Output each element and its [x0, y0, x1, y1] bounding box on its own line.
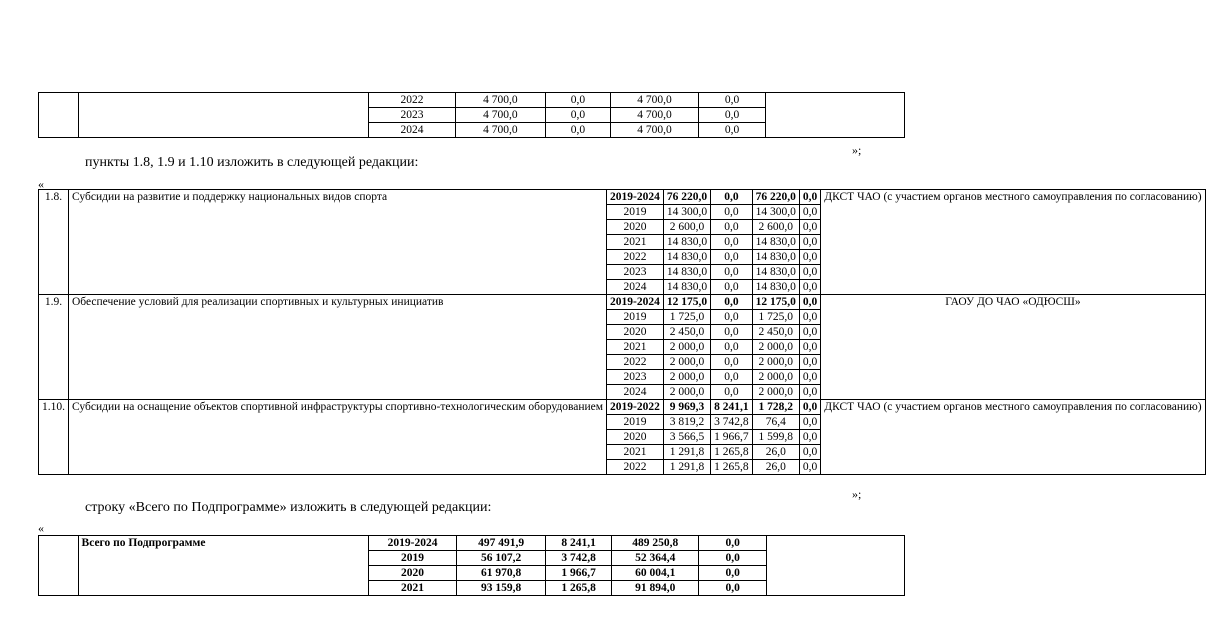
- other-cell: 0,0: [799, 415, 820, 430]
- period-cell: 2022: [368, 93, 455, 108]
- district-cell: 0,0: [711, 265, 753, 280]
- regional-cell: 1 725,0: [752, 310, 799, 325]
- number-cell: [39, 93, 79, 138]
- regional-cell: 2 000,0: [752, 340, 799, 355]
- other-cell: 0,0: [699, 551, 766, 566]
- total-table: [38, 535, 905, 596]
- regional-cell: 14 300,0: [752, 205, 799, 220]
- district-cell: 0,0: [711, 325, 753, 340]
- total-cell: 4 700,0: [456, 108, 546, 123]
- other-cell: 0,0: [799, 430, 820, 445]
- total-title: Всего по Подпрограмме: [78, 536, 369, 596]
- total-cell: 3 819,2: [663, 415, 710, 430]
- district-cell: 0,0: [711, 250, 753, 265]
- instruction-text: строку «Всего по Подпрограмме» изложить в следующей редакции:: [85, 500, 492, 515]
- district-cell: 0,0: [711, 385, 753, 400]
- period-cell: 2023: [607, 265, 664, 280]
- total-cell: 1 291,8: [663, 445, 710, 460]
- item-title: Обеспечение условий для реализации спортивных и культурных инициатив: [69, 295, 607, 400]
- total-cell: 14 830,0: [663, 250, 710, 265]
- period-cell: 2021: [607, 235, 664, 250]
- period-cell: 2021: [607, 445, 664, 460]
- other-cell: 0,0: [799, 310, 820, 325]
- instruction-text: пункты 1.8, 1.9 и 1.10 изложить в следующей редакции:: [85, 155, 419, 170]
- regional-cell: 60 004,1: [611, 566, 699, 581]
- period-cell: 2020: [607, 220, 664, 235]
- total-cell: 76 220,0: [663, 190, 710, 205]
- period-cell: 2022: [607, 460, 664, 475]
- district-cell: 1 966,7: [711, 430, 753, 445]
- regional-cell: 1 728,2: [752, 400, 799, 415]
- number-cell: [39, 536, 79, 596]
- other-cell: 0,0: [698, 93, 766, 108]
- other-cell: 0,0: [699, 536, 766, 551]
- district-cell: 0,0: [711, 370, 753, 385]
- total-cell: 61 970,8: [456, 566, 545, 581]
- table-row: [39, 190, 1206, 205]
- total-cell: 1 291,8: [663, 460, 710, 475]
- district-cell: 1 966,7: [546, 566, 612, 581]
- total-cell: 4 700,0: [456, 123, 546, 138]
- item-number: 1.8.: [39, 190, 69, 295]
- regional-cell: 14 830,0: [752, 280, 799, 295]
- period-cell: 2022: [607, 250, 664, 265]
- total-cell: 2 000,0: [663, 340, 710, 355]
- period-cell: 2019-2022: [607, 400, 664, 415]
- total-cell: 2 600,0: [663, 220, 710, 235]
- regional-cell: 4 700,0: [611, 93, 699, 108]
- district-cell: 8 241,1: [711, 400, 753, 415]
- regional-cell: 14 830,0: [752, 250, 799, 265]
- district-cell: 0,0: [711, 220, 753, 235]
- title-cell: [78, 93, 368, 138]
- period-cell: 2023: [368, 108, 455, 123]
- other-cell: 0,0: [799, 370, 820, 385]
- other-cell: 0,0: [799, 355, 820, 370]
- regional-cell: 2 450,0: [752, 325, 799, 340]
- close-quote: »;: [852, 487, 862, 501]
- regional-cell: 91 894,0: [611, 581, 699, 596]
- regional-cell: 4 700,0: [611, 108, 699, 123]
- total-cell: 93 159,8: [456, 581, 545, 596]
- period-cell: 2022: [607, 355, 664, 370]
- executor-cell: [766, 536, 904, 596]
- item-executor: ДКСТ ЧАО (с участием органов местного самоуправления по согласованию): [821, 400, 1205, 475]
- district-cell: 0,0: [711, 280, 753, 295]
- item-number: 1.10.: [39, 400, 69, 475]
- period-cell: 2019: [607, 415, 664, 430]
- regional-cell: 14 830,0: [752, 235, 799, 250]
- period-cell: 2019-2024: [607, 295, 664, 310]
- item-title: Субсидии на развитие и поддержку национальных видов спорта: [69, 190, 607, 295]
- period-cell: 2019: [369, 551, 457, 566]
- regional-cell: 489 250,8: [611, 536, 699, 551]
- total-cell: 497 491,9: [456, 536, 545, 551]
- period-cell: 2019: [607, 310, 664, 325]
- regional-cell: 2 000,0: [752, 370, 799, 385]
- period-cell: 2020: [607, 325, 664, 340]
- district-cell: 3 742,8: [711, 415, 753, 430]
- other-cell: 0,0: [799, 205, 820, 220]
- district-cell: 1 265,8: [546, 581, 612, 596]
- table-row: [39, 536, 905, 551]
- total-cell: 12 175,0: [663, 295, 710, 310]
- total-cell: 2 000,0: [663, 385, 710, 400]
- district-cell: 0,0: [711, 355, 753, 370]
- regional-cell: 12 175,0: [752, 295, 799, 310]
- other-cell: 0,0: [799, 460, 820, 475]
- other-cell: 0,0: [799, 340, 820, 355]
- table-row: [39, 295, 1206, 310]
- regional-cell: 26,0: [752, 460, 799, 475]
- other-cell: 0,0: [799, 250, 820, 265]
- regional-cell: 14 830,0: [752, 265, 799, 280]
- period-cell: 2020: [369, 566, 457, 581]
- total-cell: 2 450,0: [663, 325, 710, 340]
- period-cell: 2019: [607, 205, 664, 220]
- other-cell: 0,0: [799, 325, 820, 340]
- total-cell: 2 000,0: [663, 370, 710, 385]
- item-number: 1.9.: [39, 295, 69, 400]
- total-cell: 14 300,0: [663, 205, 710, 220]
- district-cell: 0,0: [711, 340, 753, 355]
- district-cell: 8 241,1: [546, 536, 612, 551]
- district-cell: 0,0: [711, 235, 753, 250]
- total-cell: 9 969,3: [663, 400, 710, 415]
- total-cell: 56 107,2: [456, 551, 545, 566]
- district-cell: 0,0: [711, 205, 753, 220]
- total-cell: 14 830,0: [663, 280, 710, 295]
- items-table: [38, 189, 1206, 475]
- item-executor: ДКСТ ЧАО (с участием органов местного самоуправления по согласованию): [821, 190, 1205, 295]
- regional-cell: 1 599,8: [752, 430, 799, 445]
- table-row: [39, 93, 905, 108]
- total-cell: 14 830,0: [663, 265, 710, 280]
- executor-cell: [766, 93, 905, 138]
- total-cell: 3 566,5: [663, 430, 710, 445]
- district-cell: 0,0: [545, 93, 611, 108]
- other-cell: 0,0: [799, 445, 820, 460]
- period-cell: 2019-2024: [369, 536, 457, 551]
- district-cell: 0,0: [545, 108, 611, 123]
- regional-cell: 2 000,0: [752, 385, 799, 400]
- other-cell: 0,0: [699, 566, 766, 581]
- item-title: Субсидии на оснащение объектов спортивной инфраструктуры спортивно-технологическим оборудованием: [69, 400, 607, 475]
- other-cell: 0,0: [799, 265, 820, 280]
- total-table-body: [39, 536, 905, 596]
- other-cell: 0,0: [799, 280, 820, 295]
- other-cell: 0,0: [698, 108, 766, 123]
- other-cell: 0,0: [799, 295, 820, 310]
- district-cell: 1 265,8: [711, 445, 753, 460]
- period-cell: 2024: [607, 280, 664, 295]
- open-quote: «: [38, 521, 44, 535]
- district-cell: 0,0: [711, 295, 753, 310]
- other-cell: 0,0: [799, 190, 820, 205]
- period-cell: 2020: [607, 430, 664, 445]
- items-table-body: [39, 190, 1206, 475]
- total-cell: 2 000,0: [663, 355, 710, 370]
- top-table-fragment: [38, 92, 905, 138]
- other-cell: 0,0: [799, 220, 820, 235]
- period-cell: 2021: [369, 581, 457, 596]
- district-cell: 0,0: [711, 310, 753, 325]
- open-quote: «: [38, 177, 44, 191]
- period-cell: 2019-2024: [607, 190, 664, 205]
- regional-cell: 26,0: [752, 445, 799, 460]
- regional-cell: 76 220,0: [752, 190, 799, 205]
- item-executor: ГАОУ ДО ЧАО «ОДЮСШ»: [821, 295, 1205, 400]
- district-cell: 3 742,8: [546, 551, 612, 566]
- period-cell: 2021: [607, 340, 664, 355]
- period-cell: 2024: [368, 123, 455, 138]
- other-cell: 0,0: [799, 385, 820, 400]
- total-cell: 14 830,0: [663, 235, 710, 250]
- other-cell: 0,0: [799, 235, 820, 250]
- table-row: [39, 400, 1206, 415]
- period-cell: 2024: [607, 385, 664, 400]
- close-quote: »;: [852, 143, 862, 157]
- period-cell: 2023: [607, 370, 664, 385]
- other-cell: 0,0: [699, 581, 766, 596]
- regional-cell: 52 364,4: [611, 551, 699, 566]
- other-cell: 0,0: [698, 123, 766, 138]
- other-cell: 0,0: [799, 400, 820, 415]
- district-cell: 0,0: [711, 190, 753, 205]
- top-table-body: [39, 93, 905, 138]
- district-cell: 1 265,8: [711, 460, 753, 475]
- regional-cell: 2 000,0: [752, 355, 799, 370]
- regional-cell: 2 600,0: [752, 220, 799, 235]
- total-cell: 4 700,0: [456, 93, 546, 108]
- total-cell: 1 725,0: [663, 310, 710, 325]
- regional-cell: 76,4: [752, 415, 799, 430]
- district-cell: 0,0: [545, 123, 611, 138]
- regional-cell: 4 700,0: [611, 123, 699, 138]
